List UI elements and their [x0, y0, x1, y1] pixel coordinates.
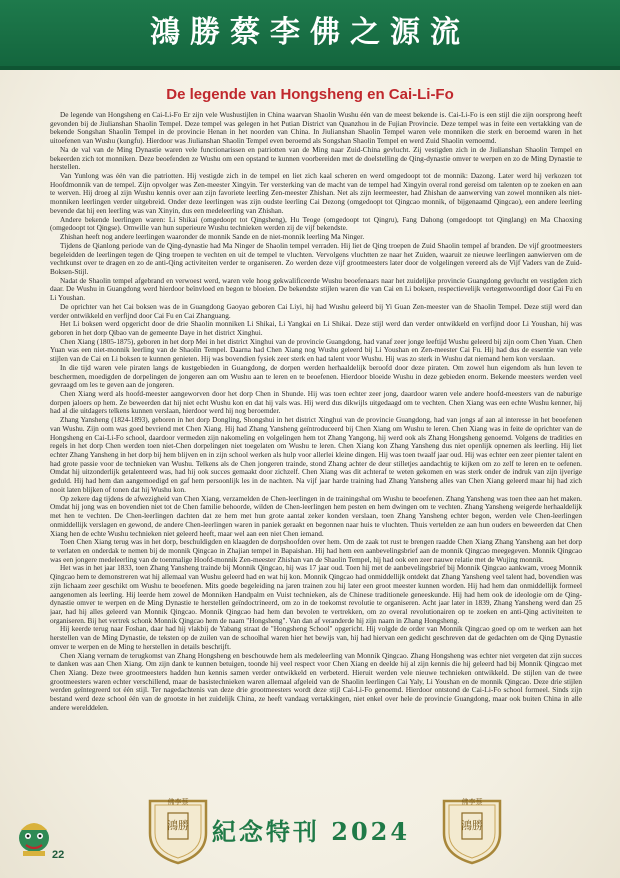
- paragraph: Chen Xiang vernam de terugkomst van Zhang Hongsheng en beschouwde hem als medeleerling van Monnik Qingcao. Zhang Hongsheng was echter niet vergeten dat zijn succes te danken was aan Chen Xiang. Om zijn dank te kunnen betuigen, toonde hij veel respect voor Chen Xiang en deelde hij al zijn kennis die hij geleerd had bij Monnik Qingcao met Chen Xiang. Deze twee grootmeesters hadden hun kennis samen verder ontwikkeld en verbeterd. Hieruit werden vele nieuwe technieken ontwikkeld. De stijlen van de twee grootmeesters waren echter verschillend, maar de basistechnieken waren allemaal afgeleid van de Shaolin leerlingen Cai Yaly, Li Youshan en de monnik Qingcao. Deze drie stijlen werden geïntegreerd tot één stijl. Ter nagedachtenis van deze drie grootmeesters wordt deze stijl Cai-Li-Fo genoemd. Hierdoor ontstond de Cai-Li-Fo school formeel. Sinds zijn bestand werd deze school één van de grootste in het zuidelijk China, ze heeft vandaag vertakkingen, niet enkel over hele de provincie Guangdong, maar ook buiten China in alle andere werelddelen.: [50, 650, 582, 712]
- svg-text:鴻勝: 鴻勝: [461, 819, 483, 832]
- lion-head-icon: [16, 818, 52, 858]
- paragraph: Zhishan heeft nog andere leerlingen waaronder de monnik Sande en de niet-monnik leerling Ma Ninger.: [60, 232, 365, 242]
- paragraph: Andere bekende leerlingen waren: Li Shikai (omgedoopt tot Qingsheng), Hu Teoge (omgedoopt tot Qingru), Fang Dahong (omgedoopt tot Qinglang) en Ma Chaoxing (omgedoopt tot Qingse). Omwille van hun superieure Wushu technieken werden zij de vijf bekendste.: [50, 214, 582, 233]
- svg-text:鴻勝: 鴻勝: [167, 819, 189, 832]
- paragraph: Chen Xiang werd als hoofd-meester aangeworven door het dorp Chen in Shunde. Hij was toen echter zeer jong, daardoor waren vele andere hoofd-meesters van de naburige dorpen jaloers op hem. Ze beweerden dat hij niet echt Wushu kon en dat hij vals was. Hij werd dus dikwijls uitgedaagd om te vechten. Chen Xiang was een echte Wushu kenner, hij had al die uitdagers telkens kunnen verslaan, hierdoor werd hij nog beroemder.: [50, 389, 582, 416]
- seal-right-text: 佛李蔡: [461, 798, 483, 806]
- paragraph: Na de val van de Ming Dynastie waren vele functionarissen en patriotten van de Ming naar Zuid-China gevlucht. Zij vestigden zich in de Jiulianshan Shaolin Tempel en bekeerden zich tot monniken. Deze beoefenden ze Wushu om een opstand te kunnen voorbereiden met de doelstelling de Qing-dynastie omver te werpen en zo de Ming Dynastie te herstellen.: [50, 144, 582, 172]
- paragraph: Op zekere dag tijdens de afwezigheid van Chen Xiang, verzamelden de Chen-leerlingen in de trainingshal om Wushu te beoefenen. Zhang Yansheng was toen thee aan het maken. Omdat hij jong was en bovendien niet tot de Chen familie behoorde, wilden de Chen-leerlingen hem pesten en hem dwingen om te vechten. Zhang Yansheng weigerde herhaaldelijk met hen te vechten. De Chen-leerlingen dachten dat ze hem met hun grote aantal zeker konden verslaan, toen Zhang Yansheng echter begon, werden vele Chen-leerlingen onmiddellijk verslagen en gewond, de andere Chen-leerlingen waren in paniek geraakt en begonnen naar huis te vluchten. Thuis vertelden ze aan hun ouders en beweerden dat Chen Xiang hen de echte Wushu technieken niet geleerd heeft, maar wel aan een niet Chen iemand.: [50, 493, 582, 538]
- paragraph: Nadat de Shaolin tempel afgebrand en verwoest werd, waren vele hoog gekwalificeerde Wushu beoefenaars naar het zuidelijke provincie Guangdong gevlucht en vestigden zich daar. De Wushu in Guangdong werd hierdoor beïnvloed en begon te bloeien. De bekendste stijlen waren die van Cai en Li boksen, respectievelijk vertegenwoordigd door Cai Fu en Li Youshan.: [50, 275, 582, 303]
- paragraph: In die tijd waren vele piraten langs de kustgebieden in Guangdong, de dorpen werden herhaaldelijk beroofd door deze piraten. Om zowel hun eigendom als hun leven te beschermen, moedigden de dorpelingen de jongeren aan om Wushu aan te leren en te beoefenen. Hierdoor bloeide Wushu in deze gebieden enorm. Bekende meesters werden veel gevraagd om les te geven aan de jongeren.: [50, 362, 582, 390]
- paragraph: Het Li boksen werd opgericht door de drie Shaolin monniken Li Shikai, Li Yangkai en Li Shikai. Deze stijl werd dan verder ontwikkeld en verfijnd door Li Youshan, hij was geboren in het dorp Qibao van de gemeente Daye in het district Xinghui.: [50, 319, 582, 337]
- paragraph: Toen Chen Xiang terug was in het dorp, beschuldigden en klaagden de dorpshoofden over hem. Om de zaak tot rust te brengen raadde Chen Xiang Zhang Yansheng aan het dorp te verlaten en onderdak te nemen bij de monnik Qingcao in Zhajian tempel in Bapaishan. Hij had hem een aanbevelingsbrief aan de monnik Qingcao meegegeven. Monnik Qingcao was een jongere medeleerling van de toenmalige Hoofd-monnik Zen-meester Zhishan van de Shaolin Tempel, hij had ook een zeer nauwe relatie met de Wujing monnik.: [50, 537, 582, 564]
- header-banner: [0, 0, 620, 70]
- paragraph: Hij keerde terug naar Foshan, daar had hij vlakbij de Yabang straat de "Hongsheng School" opgericht. Hij volgde de order van Monnik Qingcao goed op om te werken aan het herstellen van de Ming Dynastie, de teksten op de zuilen van de schoolhal waren hier het bewijs van, hij had hiervan een gedicht geschreven dat de gedachten om de Qing Dynastie omver te werpen en de Ming te herstellen in details beschrijft.: [50, 624, 582, 651]
- paragraph: De oprichter van het Cai boksen was de in Guangdong Gaoyao geboren Cai Liyi, hij had Wushu geleerd bij Yi Guan Zen-meester van de Shaolin Tempel. Deze stijl werd dan verder ontwikkeld en verfijnd door Cai Fu en Cai Zhanguang.: [50, 301, 582, 320]
- paragraph: Van Yunlong was één van die patriotten. Hij vestigde zich in de tempel en liet zich kaal scheren en werd omgedoopt tot de monnik: Dazong. Later werd hij verkozen tot Hoofdmonnik van de tempel. Zijn opvolger was Zen-meester Xingyin. Ter versterking van de macht van de tempel had Xingyin overal rond gereisd om talenten op te zoeken en aan te werven. Hij droeg al zijn Wushu kennis over aan zijn favoriete leerling Zen-meester Zhishan. Net als zijn leermeester, had Zhishan de aanwerving van zowel monniken als niet-monniken leerlingen verder uitgebreid. Onder deze leerlingen was zijn oudste leerling Cai Dezong (omgedoopt tot Qingcao monnik, of bijgenaamd Qingcao), een andere leerling bevende dat hij een leerling was van Xinyin, dus een medeleerling van Zhishan.: [50, 171, 582, 215]
- paragraph: Chen Xiang (1805-1875), geboren in het dorp Mei in het district Xinghui van de provincie Guangdong, had vanaf zeer jonge leeftijd Wushu geleerd bij zijn oom Chen Yuan. Chen Yuan was een niet-monnik leerling van de Shaolin Tempel. Daarna had Chen Xiang nog Wushu geleerd bij Li Youshan en Zen-meester Cai Fu. Hij had dus de essentie van vele stijlen van de Cai en Li boksen te kunnen genieten. Hij was bovendien fysiek zeer sterk en had talent voor Wushu. Hij was zo sterk in Wushu dat niemand hem kon verslaan.: [50, 336, 582, 364]
- footer-title: 紀念特刊 2024: [211, 817, 411, 846]
- paragraph: Zhang Yansheng (1824-1893), geboren in het dorp Dongling, Shongshui in het district Xinghui van de provincie Guangdong, had van jongs af aan al interesse in het beoefenen van Wushu. Zijn oom was goed bevriend met Chen Xiang. Hij had Zhang Yansheng geïntroduceerd bij Chen Xiang om Wushu te leren. Chen Xiang was in feite de oprichter van de Hongsheng en Cai-Li-Fo school, daardoor vermeden zijn nakomeling en volgelingen hem tot Zhang Yangong, hij werd ook als Zhang Hongsheng genoemd. Volgens de tradities en regels in het dorp Chen werden toen niet-Chen dorpelingen niet toegelaten om Wushu te leren. Chen Xiang kon Zhang Yansheng dus niet openlijk opnemen als leerling. Hij liet echter Zhang Yansheng in het dorp bij hem blijven en in zijn school werken als hulp voor allerlei kleine dingen. Hij was toen twaalf jaar oud. Hij was echter een zeer pienter talent en had grote passie voor de technieken van Wushu. Telkens als de Chen jongeren trainde, stond Zhang achter de deur stilletjes aandachtig te kijken om zo zelf te leren en te oefenen. Omdat hij uitzonderlijk getalenteerd was, had hij ook succes gemaakt door zichzelf. Chen Xiang was dit achteraf te weten gekomen en was sterk onder de indruk van zijn ijverige geduld. Hij had hem dan aangemoedigd en gaf hem persoonlijk les in de nachten. Na vijf jaar harde training had Zhang Yansheng alles van Chen Xiang geleerd maar hij had zich nooit laten blijken of tonen dat hij Wushu kon.: [50, 415, 582, 494]
- paragraph: De legende van Hongsheng en Cai-Li-Fo Er zijn vele Wushustijlen in China waarvan Shaolin Wushu één van de meest bekende is. Cai-Li-Fo is een stijl die zijn oorsprong heeft gevonden bij de Jiulianshan Shaolin Tempel. Deze tempel was gelegen in het Putian District van Quanzhou in de Fujian Provincie. Deze tempel was in feite een vertakking van de bekende Songshan Shaolin Tempel in de provincie Henan in het noorden van China. In Jiulianshan Shaolin Tempel waren vele monniken die sterk en beroemd waren in het uitoefenen van Wushu (kungfu). Hierdoor was Jiulianshan Shaolin Tempel even beroemd als Songshan Shaolin Tempel en werd Zuid Shaolin vernoemd.: [50, 111, 582, 146]
- header-title: 鴻勝蔡李佛之源流: [150, 15, 470, 50]
- paragraph: Het was in het jaar 1833, toen Zhang Yansheng trainde bij Monnik Qingcao, hij was 17 jaar oud. Toen hij met de aanbevelingsbrief bij Monnik Qingcao aankwam, vroeg Monnik Qingcao hem te demonstreren wat hij allemaal van Wushu geleerd had en wat hij kon. Monnik Qingcao had onmiddellijk ontdekt dat Zhang Yansheng veel talent had, bovendien was zijn lichaam zeer geschikt om Wushu te beoefenen. Mits goede begeleiding na jaren trainen zou hij later een groot meester kunnen worden. Hij had hem dan onmiddellijk formeel aangenomen als leerling. Hij leerde hem zowel de Monniken Handpalm en Vuist technieken, als de Chinese traditionele geneeskunde. Hij had hem ook de ideologie om de Qing-dynastie omver te werpen en de Ming Dynastie te herstellen geïndoctrineerd, om zo in de toekomst revolutie te organiseren. Acht jaar later in 1839, Zhang Yansheng werd dan 25 jaar, had hij alles geleerd van Monnik Qingcao. Monnik Qingcao had hem dan bevolen te vertrekken, om zo overal revolutionairen op te zoeken en anti-Qing activiteiten te organiseren. Bij het vertrek schonk Monnik Qingcao hem de naam "Hongsheng". Van dan af veranderde hij zijn naam in Zhang Hongsheng.: [50, 563, 582, 625]
- seal-emblem-right: [440, 793, 504, 865]
- page-number: 22: [52, 849, 65, 861]
- paragraph: Tijdens de Qianlong periode van de Qing-dynastie had Ma Ninger de Shaolin tempel verraden. Hij liet de Qing troepen de Zuid Shaolin tempel af branden. De vijf grootmeesters begeleidden de leerlingen tegen de Qing troepen te vechten en uit de tempel te vluchten. Vervolgens vluchtten ze naar het Zuiden, waaruit ze nieuwe leerlingen aanwierven om de vechtkunst over te dragen en zo de anti-Qing activiteiten verder te organiseren. Zo werden deze vijf grootmeesters later door de volgelingen vereerd als de Vijf Vaders van de Zuid- Boksen-Stijl.: [50, 240, 582, 276]
- seal-left-text: 佛李蔡: [167, 798, 189, 806]
- article-body: [50, 111, 582, 795]
- article-title: De legende van Hongsheng en Cai-Li-Fo: [166, 86, 454, 103]
